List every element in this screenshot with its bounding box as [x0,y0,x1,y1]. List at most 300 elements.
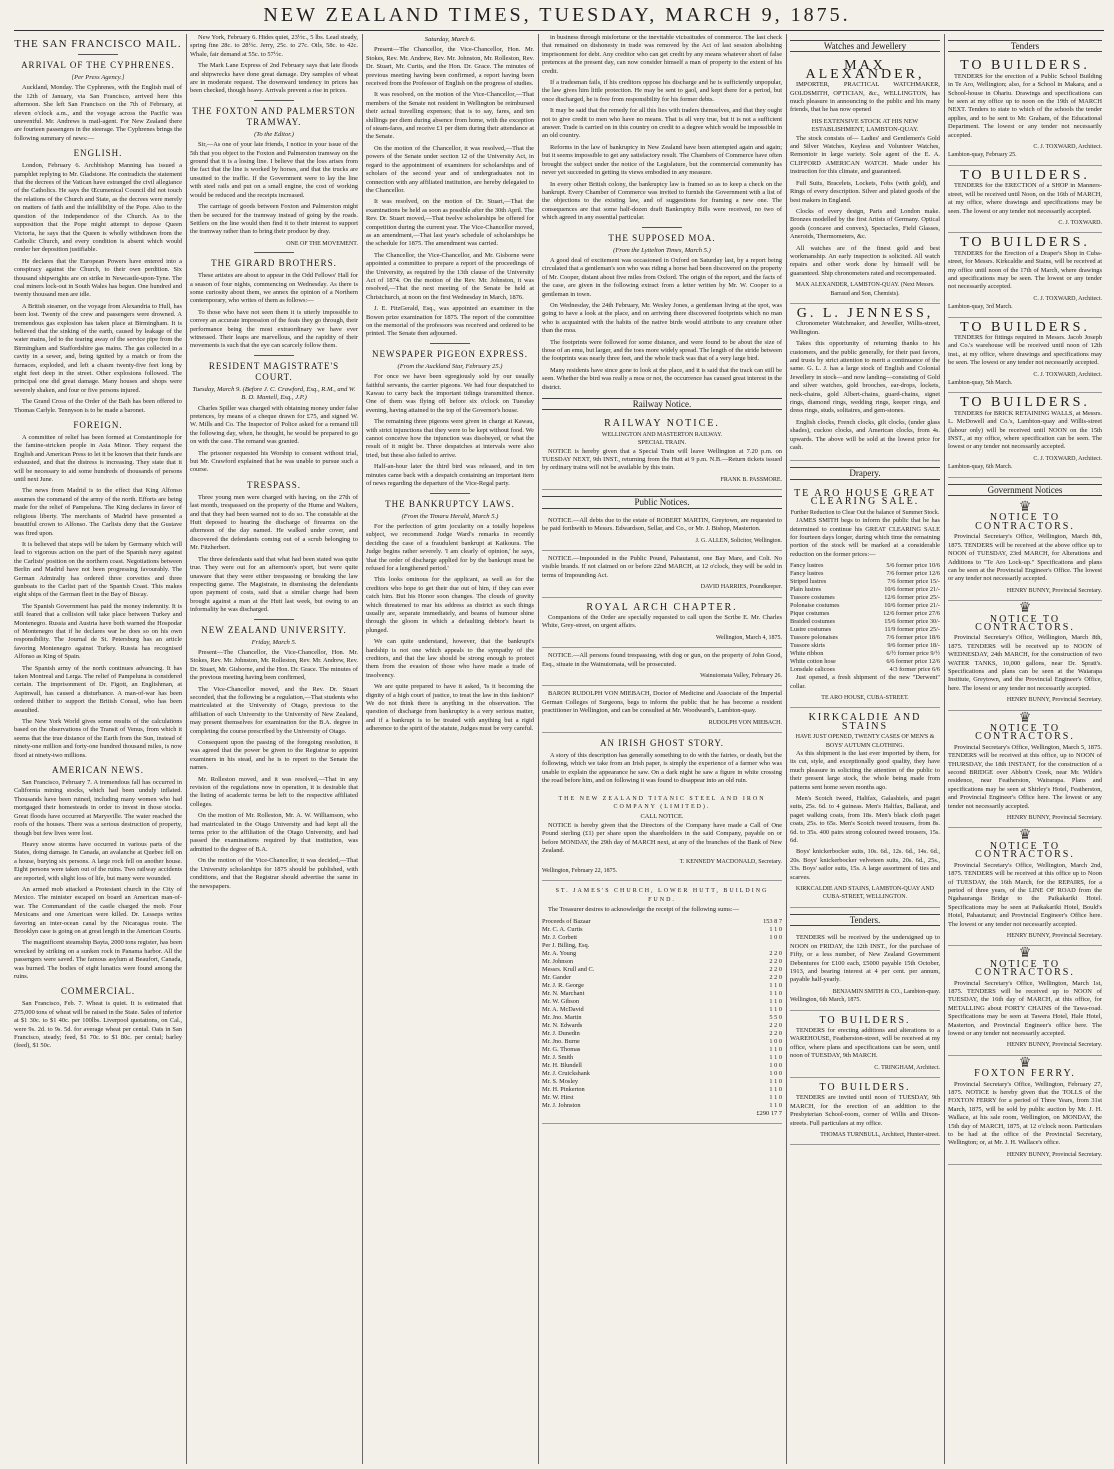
row-value: 2 2 0 [769,949,782,957]
ad-title: THE NEW ZEALAND TITANIC STEEL AND IRON COMPANY (LIMITED). [558,795,766,811]
row-label: Tussore skirts [790,642,825,650]
paragraph: We can quite understand, however, that the bankrupt's hardship is not one which appeals to the sympathy of the creditors, and that the law should be strong enough to protect them from the evasion of those who have made a trade of insolvency. [366,638,534,679]
ad-title: NOTICE TO CONTRACTORS. [975,723,1075,743]
price-row [790,602,940,610]
subscription-row [542,1078,782,1086]
price-row [790,650,940,658]
column-3 [366,34,534,1464]
ad-title: TO BUILDERS. [960,319,1090,335]
paragraph: The Spanish Government has paid the money indemnity. It is still feared that a collision will take place between Turkey and Montenegro. Russia and Austria have both warned the Hospodar of Montenegro that if he declares war he does so on his own responsibility. The Journal de St. Petersburg has an article favoring Montenegro against Turkey. Russia has recognised Alfonso as King of Spain. [14,602,182,661]
section-heading: Tenders [948,40,1102,52]
row-label: Mr. J. Dunedin [542,1029,580,1037]
paragraph: This looks ominous for the applicant, as well as for the creditors who hope to get their due out of him, if they can ever catch him. But his Honor soon changes. The clouds of gravity which threatened to mar his address as district as such things usually are, separate immediately, and beams of humour shine through the gloom in which a defaulting debtor's heart is plunged. [366,576,534,634]
price-row [790,610,940,618]
article-title: NEW ZEALAND UNIVERSITY. [201,624,347,635]
row-label: Mr. J. R. George [542,981,584,989]
ad-kirkcaldie-stains [790,708,940,908]
ad-date: Lambton-quay, 3rd March. [948,304,1013,311]
paragraph: The carriage of goods between Foxton and Palmerston might then be secured for the tramway instead of going by the roads. Settlers on the line would then find it to their interest to support the tramway rather than to bring their produce by dray. [190,203,358,236]
article-title: NEWSPAPER PIGEON EXPRESS. [372,348,528,359]
paragraph: The footprints were followed for some distance, and were found to be about the size of those of an emu, but larger, and the toes more widely spread. The length of the stride between the footprints was nearly three feet, and the whole track was that of a very large bird. [542,338,782,363]
ad-body: Just opened, a fresh shipment of the new "Derwent" collar. [790,674,940,690]
ad-body: Provincial Secretary's Office, Wellington, March 8th, 1875. TENDERS will be received up to NOON of WEDNESDAY, 24th MARCH, for the construction of two WATER TANKS, 10,000 gallons, near Dr. Spratt's. Specifications and plans can be seen at the Waiarapa Institute, Greytown, and the Provincial Engineer's Office, here. The lowest or any tender not necessarily accepted. [948,634,1102,692]
ad-title: ROYAL ARCH CHAPTER. [586,601,738,613]
ad-body: The Treasurer desires to acknowledge the receipt of the following sums:— [548,906,739,914]
ad-subtitle: WELLINGTON AND MASTERTON RAILWAY. [601,431,723,438]
ad-jenness [790,304,940,462]
signature: ONE OF THE MOVEMENT. [286,240,358,247]
section-heading: Public Notices. [542,496,782,508]
paragraph: A story of this description has generally something to do with the fairies, or death, but the following, which we take from an Irish paper, is simply the experience of a farmer who was unable to explain the appearance he saw. On a dark night he saw a figure in white crossing the road before him, and on following it was found to disappear into an old ruin. [542,752,782,785]
crest-icon: ♛ [1018,1055,1032,1071]
ad-title: TO BUILDERS. [960,235,1090,251]
paragraph: We are quite prepared to have it asked, 'Is it becoming the dignity of a high court of justice, to treat the law in this fashion?' We do not think there is anything in the observation. The question of discharge from bankruptcy is a very serious matter, and if a bankrupt is to be treated with anything but a rigid adherence to the spirit of the statute, Judges must be very careful. [366,683,534,733]
row-value: 1 0 0 [769,1037,782,1045]
signature: C. TRINGHAM, Architect. [874,1064,940,1071]
paragraph: These artistes are about to appear in the Odd Fellows' Hall for a season of four nights, commencing on Wednesday. As there is some curiosity about them, we annex the opinion of a Northern contemporary, who writes of them as follows:— [190,272,358,305]
row-value: 6/½ former price 9/½ [886,650,940,658]
ad-body: TENDERS are invited until noon of TUESDAY, 9th MARCH, for the erection of an addition to the Presbyterian School-room, corner of Willis and Dixon-streets. Full particulars at my office. [790,1094,940,1127]
ad-body: Boys' knickerbocker suits, 10s. 6d., 12s. 6d., 14s. 6d., 20s. Boys' knickerbocker velveteen suits, 20s. 6d., 25s., 33s. Boys' sailor suits, 15s. A large assortment of ties and scarves. [790,848,940,881]
ad-body: Takes this opportunity of returning thanks to his customers, and the public generally, for their past favors, and trusts by strict attention to merit a continuance of the same. G. L. J. has a large stock of English and Colonial Jewellery in stock—and now landing—consisting of Gold and silver watches, gold brooches, ear-drops, lockets, neck-chains, gold Albert-chains, guard-chains, signet rings, diamond rings, wedding rings, keeper rings, and dress rings, studs, solitaires, and gem-stones. [790,340,940,415]
paragraph: A committee of relief has been formed at Constantinople for the famine-stricken people in Asia Minor. They request the English and American Press to let it be known that their funds are exhausted, and that the distress is increasing. They state that it will be necessary to aid some hundreds of thousands of persons until next June. [14,434,182,484]
ad-st-james [542,881,782,1124]
row-value: 153 8 7 [763,917,782,925]
ad-body: Provincial Secretary's Office, Wellington, February 27, 1875. NOTICE is hereby given that the TOLLS of the FOXTON FERRY for a period of Three Years, from 31st March, 1875, will be sold by public auction by Mr. J. H. Wallace, at his sale room, Wellington, on MONDAY, the 15th day of MARCH, 1875, at 12 o'clock noon. Particulars to be had at the office of the Provincial Secretary, Wellington; or, at Mr. J. H. Wallace's office. [948,1080,1102,1147]
article-date: Saturday, March 6. [424,36,476,43]
ad-body: TENDERS for the Erection of a Draper's Shop in Cuba-street, for Messrs. Kirkcaldie and Stains, will be received at my office until noon of the 17th of March, where drawings and specifications may be seen. The lowest or any tender not necessarily accepted. [948,249,1102,291]
paragraph: San Francisco, Feb. 7. Wheat is quiet. It is estimated that 275,000 tons of wheat will be raised in the State. Sales of inferior at $1 30c. to $1 40c. per 100lbs. Liverpool quotations, on Cal., were 9s. 2d. to 9s. 5d. for average wheat per cental. Oats in San Francisco, steady; feed, $1 70c. to $1 80c. per cental; barley (feed), $1 50c. [14,1000,182,1050]
row-value: 12/6 former price 25/- [884,594,940,602]
article-source: Tuesday, March 9. (Before J. C. Crawford, Esq., R.M., and W. B. D. Mantell, Esq., J.P.) [192,385,356,402]
row-label: Mr. A. McDavid [542,1005,584,1013]
row-value: 1 1 0 [769,1093,782,1101]
ad-title: TO BUILDERS. [960,167,1090,183]
article-title: THE BANKRUPTCY LAWS. [385,498,515,509]
ad-date: Lambton-quay, February 25. [948,152,1017,159]
paragraph: The Spanish army of the north continues advancing. It has taken Montreal and Lerga. The relief of Pampeluna is considered certain. The imprisonment of Dr. Figott, an Englishman, at Aspinwall, has caused a disturbance. A man-of-war has been ordered thither to support the British Consul, who has been assaulted. [14,664,182,714]
ad-body: TENDERS for BRICK RETAINING WALLS, at Messrs. L. McDowell and Co.'s, Lambton-quay and Willis-street (labour only) will be received until NOON on the 15th INST., at my office, where specification can be seen. The lowest or any tender not necessarily accepted. [948,409,1102,451]
column-6 [948,34,1102,1464]
paragraph: To those who have not seen them it is utterly impossible to convey an accurate impression of the feats they go through, their performance being the most extraordinary we have ever witnessed. Their leaps are marvellous, and the rapidity of their movements is such that the eye can scarcely follow them. [190,308,358,350]
ad-date: Wellington, February 22, 1875. [542,867,618,874]
paragraph: Half-an-hour later the third bird was released, and in ten minutes came back with a despatch containing an important item of news regarding the departure of the Vice-Regal party. [366,463,534,488]
ad-title: G. L. JENNESS, [796,305,934,321]
notice-trespass [542,648,782,686]
masthead: NEW ZEALAND TIMES, TUESDAY, MARCH 9, 1875. [263,4,851,26]
paragraph: Many residents have since gone to look at the place, and it is said that the track can still be seen. Whether the bird was really a moa or not, the occurrence has caused great interest in the district. [542,366,782,391]
paragraph: San Francisco, February 7. A tremendous fall has occurred in California mining stocks, which had been unduly inflated. Thousands have been ruined, including many women who had mortgaged their homesteads in order to invest in those stocks. Great floods have occurred at Marysville. The water reached the roofs of the houses. There was a serious destruction of property, though but few lives were lost. [14,779,182,837]
subscription-row [542,1006,782,1014]
row-value: 2 2 0 [769,973,782,981]
section-heading: Watches and Jewellery [790,40,940,52]
row-label: Tussore polonaises [790,634,838,642]
row-label: Mr. J. Johnston [542,1101,581,1109]
row-label: Mr. A. Young [542,949,577,957]
paragraph: Present—The Chancellor, the Vice-Chancellor, Hon. Mr. Stokes, Rev. Mr. Johnston, Mr. Rolleston, Rev. Mr. Andrew, Rev. Dr. Stuart, Mr. Gisborne, and the Hon. Dr. Grace. The minutes of the previous meeting having been confirmed, [190,648,358,682]
ad-title: TO BUILDERS. [960,58,1090,74]
ad-body: Provincial Secretary's Office, Wellington, March 2nd, 1875. TENDERS will be received at this office up to Noon of TUESDAY, the 16th March, for the REPAIRS, for a period of three years, of the LINE OF ROAD from the Ngahauranga Bridge to the Paikakariki Hotel. Specifications may be seen at Paikakariki Hotel, Bould's Hotel, Pahautanui; and Provincial Engineer's Office here. The lowest or any tender not necessarily accepted. [948,861,1102,928]
row-value: 2 2 0 [769,957,782,965]
paragraph: J. E. FitzGerald, Esq., was appointed an examiner in the Bowen prize examination for 1875. The report of the committee on the memorial of the professors was received and ordered to be printed. The Senate then adjourned. [366,305,534,338]
subscription-row [542,1022,782,1030]
row-value [718,942,782,950]
paragraph: On the motion of Mr. Rolleston, Mr. A. W. Williamson, who had matriculated in the Otago University and had kept all the terms prior to the affiliation of the Otago University, and had passed the examinations required by that institution, was admitted to the degree of B.A. [190,812,358,853]
divider [254,252,294,253]
ad-title: TO BUILDERS. [819,1081,911,1093]
row-label: Mr. N. Edwards [542,1021,583,1029]
ad-title: ST. JAMES'S CHURCH, LOWER HUTT, BUILDING FUND. [555,888,769,903]
article-source: (To the Editor.) [254,130,294,138]
row-label: Fancy lustres [790,570,824,578]
crest-icon: ♛ [1018,601,1032,617]
ad-title: FOXTON FERRY. [974,1068,1076,1080]
row-label: Mr. S. Mosley [542,1077,579,1085]
subscription-row [542,1046,782,1054]
signature: TE ARO HOUSE, CUBA-STREET. [821,694,909,701]
section-heading: COMMERCIAL. [60,986,136,997]
row-value: 1 1 0 [769,1045,782,1053]
ad-date: Lambton-quay, 6th March. [948,464,1013,471]
section-heading: FOREIGN. [73,420,123,431]
price-row [790,562,940,570]
paragraph: If a tradesman fails, if his creditors oppose his discharge and he is sufficiently unpopular, the law gives him little protection. He may be sent to gaol, and kept there for a period, but once discharged, he is free from responsibility for his former debts. [542,79,782,103]
subscription-total: £290 17 7 [756,1109,782,1117]
divider [78,54,118,55]
row-value: 1 1 0 [769,989,782,997]
paragraph: The remaining three pigeons were given in charge at Kawau, with strict injunctions that they were to be kept without food. We cannot conceive how the injunction was disobeyed, or what the result of it might be. Three despatches at intervals were also tried, but these also failed to arrive. [366,418,534,459]
notice-contractors-3 [948,711,1102,829]
row-value: 1 1 0 [769,1077,782,1085]
subscription-row [542,1094,782,1102]
divider [642,227,682,228]
article-source: (From the Lyttelton Times, March 5.) [613,246,711,254]
paragraph: It is believed that steps will be taken by Germany which will lead to vigorous action on the part of the Spanish navy against the Carlists' position on the northern coast. Negotiations between Berlin and Madrid have not been progressing favourably. The German Admiralty has ordered three corvettes and three gunboats to the Carlist part of the Spanish Coast. This makes eight ships of the German fleet in the Bay of Biscay. [14,540,182,599]
paragraph: It may be said that the remedy for all this lies with traders themselves, and that they ought not to give credit to men who have no means. That is all very true, but it is not a sufficient answer. Trade is carried on in this country on credit to a degree which would be impossible in an old country. [542,107,782,140]
ad-builders-5 [948,393,1102,477]
row-value: 1 1 0 [769,997,782,1005]
subscription-row [542,1062,782,1070]
row-value: 6/6 former price 12/6 [886,658,940,666]
ad-body: TENDERS for the ERECTION of a SHOP in Manners-street, will be received until Noon, on the 16th of MARCH, at my office, where drawings and specifications may be seen. The lowest or any tender not necessarily accepted. [948,182,1102,215]
ad-subtitle: HAVE JUST OPENED, TWENTY CASES OF MEN'S & BOYS' AUTUMN CLOTHING. [795,734,935,749]
ad-body: NOTICE.—All persons found trespassing, with dog or gun, on the property of John Good, Esq., situate in the Wainuiomata, will be prosecuted. [542,652,782,668]
price-table [790,562,940,674]
subscription-row [542,982,782,990]
ad-tender-debentures [790,930,940,1010]
notice-contractors-4 [948,828,1102,946]
row-value: 1 0 0 [769,1061,782,1069]
subscription-row [542,950,782,958]
row-label: Mr. Gander [542,973,572,981]
row-label: White cotton hose [790,658,836,666]
subscription-row [542,974,782,982]
ad-title: NOTICE TO CONTRACTORS. [975,958,1075,979]
article-source: (From the Timaru Herald, March 5.) [401,512,499,520]
row-label: Mr. W. Hirst [542,1093,574,1101]
paragraph: in business through misfortune or the inevitable vicissitudes of commerce. The last check that remained on dishonesty in trade was removed by the Act of last session abolishing imprisonment for debt. Any creditor who can get credit by any means whatever short of false pretences at the present day, can now consider himself a man of property to the extent of his credit. [542,34,782,75]
ad-body: TENDERS for fittings required in Messrs. Jacob Joseph and Co.'s warehouse will be received until noon of 12th inst., at my office, where drawings and specifications may be seen. The lowest or any tender not necessarily accepted. [948,333,1102,367]
paragraph: The prisoner requested his Worship to consent without trial, but Mr. Crawford explained that he was unable to pursue such a course. [190,449,358,474]
ad-body: NOTICE.—Impounded in the Public Pound, Pahautanui, one Bay Mare, and Colt. No visible brands. If not claimed on or before 22nd MARCH, at 12 o'clock, they will be sold in terms of Impounding Act. [542,554,782,579]
subscription-table [542,918,782,1110]
column-1 [14,34,182,1464]
article-title: AN IRISH GHOST STORY. [599,738,725,748]
ad-title: TO BUILDERS. [960,395,1090,411]
ad-body: Provincial Secretary's Office, Wellington, March 5, 1875. TENDERS will be received at this office, up to NOON of THURSDAY, the 18th INSTANT, for the construction of a second BRIDGE over Abbott's Creek, near Mr. Wilde's residence, near Featherston, Wairarapa. Plans and specifications may be seen at Shirley's Hotel, Featherston, and Provincial Engineer's Office here. The lowest or any tender not necessarily accepted. [948,743,1102,810]
row-value: 1 1 0 [769,1101,782,1109]
notice-foxton-ferry [948,1056,1102,1165]
row-value: 1 1 0 [769,1053,782,1061]
ad-body: As this shipment is the last ever imported by them, for its cut, style, and exceptionally good quality, they have much pleasure in soliciting the attention of the public to their present large stock, the whole being made from patterns sent home seven months ago. [790,749,940,791]
divider [254,355,294,356]
row-label: Mr. N. Marchant [542,989,585,997]
ad-builders-1 [948,56,1102,165]
paragraph: The magnificent steamship Bayta, 2000 tons register, has been wrecked by striking on a sunken rock in Panama harbor. All the passengers were saved. The famous asylum at Beaufort, Canada, was burned. The bodies of eight lunatics were found among the ruins. [14,939,182,980]
row-value: 5 5 0 [769,1013,782,1021]
row-label: Messrs. Krull and C. [542,965,595,973]
row-label: Mr. J. Cruickshank [542,1069,590,1077]
article-date: Friday, March 5. [251,638,297,646]
section-heading: Tenders. [790,914,940,926]
ad-max-alexander [790,56,940,304]
ad-body: The stock consists of— Ladies' and Gentlemen's Gold and Silver Watches, Keyless and Volunteer Watches, Remontoir in large variety. Sole agent of the E. A. CLIFFORD AMERICAN WATCH. Made under his instruction for this climate, and guaranteed. [790,134,940,176]
row-value: 11/9 former price 25/- [884,626,940,634]
ad-title: TE ARO HOUSE GREAT CLEARING SALE. [794,487,936,508]
divider [430,493,470,494]
paragraph: The three defendants said that what had been stated was quite true. They were out for an afternoon's sport, but were quite unaware that they were either trespassing or breaking the law respecting game. The Magistrate, in dismissing the defendants upon payment of costs, said that a similar charge had been brought against a man at the Hutt last week, but owing to an informality he was discharged. [190,555,358,614]
row-value: 10/6 former price 21/- [884,602,940,610]
subscription-row [542,966,782,974]
signature: Wellington, March 4, 1875. [715,634,782,641]
row-value: 7/6 former price 15/- [887,578,940,586]
ad-tender-school-room [790,1078,940,1145]
crest-icon: ♛ [1018,828,1032,844]
subscription-row [542,934,782,942]
ad-body: TENDERS for the erection of a Public School Building in Te Aro, Wellington; also, for a School in Makara, and a School-house in Ohariu. Drawings and specifications can be seen at my office up to noon on the 19th of MARCH NEXT. Tenders to state to which of the schools the tender applies, and to be sent to Mr. Graham, of the Educational Department. The lowest or any tender not necessarily accepted. [948,72,1102,139]
signature: MAX ALEXANDER, LAMBTON-QUAY. (Next Messrs. Barraud and Son, Chemists). [795,282,935,297]
paragraph: London, February 6. Archbishop Manning has issued a pamphlet replying to Mr. Gladstone. He contradicts the statement that the decrees of the Vatican have estranged the civil allegiance of the Catholics. He says the Œcumenical Council did not touch the relations of the Church and State, as the decrees were merely on matters of faith and the infallibility of the Pope. Also to the question of the independence of the Church. As to the supposition that the Pope might attempt to depose Queen Victoria, he says that the Queen is wholly withdrawn from the Catholic Church, and every condition is absent which would render her deposition justifiable. [14,162,182,254]
row-label: Mr. C. A. Curtis [542,925,583,933]
notice-contractors-2 [948,601,1102,710]
row-label: Proceeds of Bazaar [542,917,591,925]
paragraph: On the motion of the Vice-Chancellor, it was decided,—That the University scholarships for 1875 should be published, with conditions, and that the Registrar should advertise the same in the newspapers. [190,857,358,890]
paragraph: On the motion of the Chancellor, it was resolved,—That the powers of the Senate under section 12 of the University Act, in regard to the appointment of examiners for scholarships and of scholars of the second year and of undergraduates not in connection with any affiliated institution, are hereby delegated to the Chancellor. [366,144,534,194]
divider [254,100,294,101]
signature: THOMAS TURNBULL, Architect, Hunter-street. [820,1132,940,1138]
signature: C. J. TOXWARD, Architect. [1033,455,1102,462]
article-title: THE GIRARD BROTHERS. [211,258,337,269]
signature: C. J. TOXWARD. [1058,219,1102,226]
signature: C. J. TOXWARD, Architect. [1033,144,1102,151]
price-row [790,658,940,666]
ad-body: Provincial Secretary's Office, Wellington, March 8th, 1875. TENDERS will be received at the above office up to NOON of TUESDAY, 23rd MARCH, for Alterations and Additions to "Te Aro Lock-up." Specifications and plans can be seen at the Provincial Engineer's Office. The lowest or any tender not necessarily accepted. [948,533,1102,583]
subscription-row [542,1102,782,1110]
paragraph: The Vice-Chancellor moved, and the Rev. Dr. Stuart seconded, that the following be a regulation,—That students who matriculated at the University of Otago, previous to the affiliation of such University to the University of New Zealand, may present themselves for examination for the B.A. degree in completing the course prescribed by the University of Otago. [190,685,358,735]
price-row [790,594,940,602]
paragraph: Charles Spiller was charged with obtaining money under false pretences, by means of a cheque drawn for £75, and signed W. W. Mills and Co. The Inspector of Police asked for a remand till the following day, when, he thought, he would be prepared to go on with the case. The remand was granted. [190,404,358,446]
signature: RUDOLPH VON MIEBACH. [708,719,782,726]
signature: KIRKCALDIE AND STAINS, LAMBTON-QUAY AND CUBA-STREET, WELLINGTON. [795,886,935,901]
ad-titanic-steel [542,789,782,882]
paragraph: The news from Madrid is to the effect that King Alfonso assumes the command of the army of the north. Efforts are being made for the relief of Pampeluna. The King declares in favor of religious liberty. The merchants of Madrid have presented a beautiful crown to Alfonso. The Carlists deny that the Gustave was fired upon. [14,487,182,537]
ad-subtitle: CALL NOTICE. [640,813,684,821]
row-label: Mr. Jno. Martin [542,1013,582,1021]
paragraph: Reforms in the law of bankruptcy in New Zealand have been attempted again and again; but it seems impossible to get any satisfactory result. The Chambers of Commerce have often brought the subject under the notice of the Legislature, but the commercial community has never yet succeeded in getting its views embodied in any measure. [542,143,782,177]
section-heading: Railway Notice. [542,398,782,410]
paragraph: For the perfection of grim jocularity on a totally hopeless subject, we recommend Judge Ward's remarks in recently deciding the case of a fraudulent bankrupt at Kaikoura. The Judge begins rather severely. 'I am clearly of opinion,' he says, 'that the order of discharge applied for by the bankrupt must be refused for a lengthened period.' [366,522,534,572]
paragraph: The New York World gives some results of the calculations based on the observations of the Transit of Venus, from which it seems that the true distance of the Earth from the Sun, instead of ninety-one million and forty-one hundred thousand miles, is now fixed at ninety-two millions. [14,718,182,759]
paragraph: Auckland, Monday. The Cyphrenes, with the English mail of the 12th of January, via San Francisco, arrived here this afternoon. She left San Francisco on the 7th of February, at eleven o'clock a.m., and the voyage across the Pacific was uneventful. Mr. Andrews is mail-agent. For New Zealand there are fourteen passengers in the steerage. The Cyphrenes brings the following summary of news:— [14,84,182,142]
subscription-row [542,918,782,926]
paragraph: Present—The Chancellor, the Vice-Chancellor, Hon. Mr. Stokes, Rev. Mr. Andrew, Rev. Mr. Johnston, Mr. Rolleston, Rev. Dr. Stuart, Mr. Curtis, and the Hon. Dr. Grace. The minutes of previous meeting having been confirmed, a report having been received from the Professor of English on the progress of studies. [366,46,534,88]
paragraph: In every other British colony, the bankruptcy law is framed so as to keep a check on the bankrupt. Every Chamber of Commerce was invited to furnish the Government with a list of the objections to the existing law, and of suggestions for framing a new one. The consequences are that some half-dozen draft Bankruptcy Bills were received, no two of which agreed in any essential particular. [542,180,782,222]
row-label: Mr. Johnson [542,957,574,965]
paragraph: Mr. Rolleston moved, and it was resolved,—That in any revision of the regulations now in operation, it is desirable that the listing of academic terms be left to the respective affiliated colleges. [190,775,358,808]
row-value: 1 1 0 [769,1005,782,1013]
row-value: 1 1 0 [769,981,782,989]
price-row [790,634,940,642]
column-rule [362,34,363,1464]
paragraph: New York, February 6. Hides quiet, 23½c., 5 lbs. Lead steady, spring fine 28c. to 28½c. Jerry, 25c. to 27c. Oils, 58c. to 42c. Whale, fair demand at 55c. to 57½c. [190,34,358,58]
signature: HENRY BUNNY, Provincial Secretary. [1006,697,1102,704]
subscription-row [542,1038,782,1046]
section-heading: AMERICAN NEWS. [52,765,144,776]
paragraph: Sir,—As one of your late friends, I notice in your issue of the 5th that you object to the Foxton and Palmerston tramway on the ground that it is a losing line. I believe that the loss arises from the fact that the line is worked by horses, and that the trucks are unsuited to the traffic. If the Government were to lay the line with steel rails and put on a small engine, the cost of working would be reduced and the receipts increased. [190,141,358,199]
ad-builders-4 [948,318,1102,394]
article-title: THE SAN FRANCISCO MAIL. [14,38,182,50]
row-label: Polonaise costumes [790,602,840,610]
divider [430,343,470,344]
paragraph: For once we have been egregiously sold by our usually faithful servants, the carrier pigeons. We had four despatched to Kawau to carry back the important tidings transmitted thence. One of them was flying off before six o'clock on Tuesday evening, having attained to the top of the Governor's house. [366,373,534,414]
ad-date: Lambton-quay, 5th March. [948,380,1013,386]
column-2 [190,34,358,1464]
row-value: 1 1 0 [769,925,782,933]
row-label: Pique costumes [790,610,830,618]
row-label: Mr. W. Gibson [542,997,580,1005]
paragraph: Heavy snow storms have occurred in various parts of the States, doing damage. In Canada, an avalanche at Quebec fell on a house, burying six persons. A large rock fell on another house. Eight persons were taken out of the ruins. Two railway accidents are reported, with slight loss of life, but many were wounded. [14,840,182,882]
price-row [790,618,940,626]
row-label: Mr. Jno. Burne [542,1037,580,1045]
subscription-row [542,958,782,966]
row-label: Plain lustres [790,586,821,594]
subscription-row [542,998,782,1006]
signature: C. J. TOXWARD, Architect. [1033,295,1102,302]
column-5 [790,34,940,1464]
ad-tender-warehouse [790,1011,940,1078]
ad-date: Wellington, 6th March, 1875. [790,997,861,1004]
ad-subtitle: SPECIAL TRAIN. [637,439,687,447]
price-row [790,626,940,634]
subscription-row [542,1054,782,1062]
subscription-row [542,926,782,934]
ad-body: TENDERS for erecting additions and alterations to a WAREHOUSE, Featherston-street, will be received at my office, where plans and specifications can be seen, until noon of TUESDAY, 9th MARCH. [790,1026,940,1060]
article-title: RESIDENT MAGISTRATE'S COURT. [208,360,340,382]
divider [254,619,294,620]
price-row [790,570,940,578]
subscription-row [542,990,782,998]
ad-body: Full Suits, Bracelets, Lockets, Fobs (with gold), and Rings of every description. Silver and plated goods of the best makers in England. [790,179,940,204]
paragraph: Consequent upon the passing of the foregoing resolution, it was agreed that the power be given to the Registrar to appoint examiners in his stead, and he is to report to the Senate the names. [190,739,358,772]
article-title: THE SUPPOSED MOA. [608,232,716,243]
row-value: 1 0 0 [769,1069,782,1077]
crest-icon: ♛ [1018,710,1032,726]
section-heading: ENGLISH. [73,148,123,159]
ad-body: TENDERS will be received by the undersigned up to NOON on FRIDAY, the 12th INST., for the purchase of Fifty, or a less number, of New Zealand Government Debentures for £100 each, £5000 payable 15th October, 1913, and bearing interest at 4 per cent. per annum, payable half-yearly. [790,934,940,984]
subscription-row [542,1086,782,1094]
signature: BENJAMIN SMITH & CO., Lambton-quay. [832,988,940,995]
row-label: Mr. G. Thomas [542,1045,581,1053]
notice-contractors-5 [948,946,1102,1055]
ad-body: English clocks, French clocks, gilt clocks, (under glass shades), cuckoo clocks, and American clocks, from 4s. upwards. The above will be sold at the lowest price for cash. [790,418,940,452]
column-4 [542,34,782,1464]
ad-subtitle: Further Reduction to Clear Out the balance of Summer Stock. [790,509,940,516]
signature: DAVID HARRIES, Poundkeeper. [700,584,782,591]
row-value: 1 1 0 [769,1085,782,1093]
section-heading: Drapery. [790,467,940,479]
row-value: 7/6 former price 12/6 [886,570,940,578]
section-heading: TRESPASS. [247,479,301,490]
paragraph: The Chancellor, the Vice-Chancellor, and Mr. Gisborne were appointed a committee to prepare a report of the proceedings of the University, as required by the 13th clause of the University Act of 1874. On the motion of the Rev. Mr. Johnston, it was resolved,—That the next meeting of the Senate be held at Christchurch, at noon on the first Wednesday in March, 1876. [366,251,534,301]
column-rule [186,34,187,1464]
subscription-row [542,942,782,950]
article-title: THE FOXTON AND PALMERSTON TRAMWAY. [192,105,356,127]
ad-subtitle: HIS EXTENSIVE STOCK AT HIS NEW ESTABLISHMENT, LAMBTON-QUAY. [811,117,919,134]
row-label: Mr. H. Blundell [542,1061,582,1069]
row-label: Striped lustres [790,578,827,586]
notice-royal-arch [542,598,782,649]
ad-title: NOTICE TO CONTRACTORS. [975,840,1075,861]
row-value: 2 2 0 [769,1029,782,1037]
crest-icon: ♛ [1018,946,1032,962]
price-row [790,642,940,650]
row-value: 5/6 former price 10/6 [886,562,940,570]
paragraph: It was resolved, on the motion of the Vice-Chancellor,—That members of the Senate not resident in Wellington be reimbursed their actual travelling expenses; that is to say, fares, and ten shillings per diem during absence from home, with the exception of steam-fares, and receive £1 per diem during their attendance at the Senate. [366,91,534,141]
price-row [790,666,940,674]
ad-title: KIRKCALDIE AND STAINS [808,712,922,732]
ad-body: BARON RUDOLPH VON MIEBACH, Doctor of Medicine and Associate of the Imperial German Colleges of Surgeons, begs to inform the public that he has become a resident practitioner in Wellington, and can be consulted at Mr. Woodward's, Lambton-quay. [542,690,782,715]
section-heading: Government Notices [948,484,1102,496]
ad-body: Clocks of every design, Paris and London make. Bronzes modelled by the first Artists of Germany. Optical goods (concave and convex), Spectacles, Field Glasses, Aneroids, Thermometers, &c. [790,207,940,241]
signature: HENRY BUNNY, Provincial Secretary. [1006,587,1102,594]
signature: HENRY BUNNY, Provincial Secretary. [1006,1042,1102,1049]
article-source: (From the Auckland Star, February 25.) [397,362,503,370]
row-value: 7/6 former price 18/6 [886,634,940,642]
ad-title: NOTICE TO CONTRACTORS. [975,512,1075,532]
paragraph: He declares that the European Powers have entered into a conspiracy against the Church, to their own perdition. Six thousand shipwrights are on strike in Newcastle-upon-Tyne. The coal miners lock-out in South Wales has begun. One hundred and twenty thousand men are idle. [14,257,182,299]
row-label: Per J. Billing, Esq. [542,941,590,949]
ad-body: All watches are of the finest gold and best workmanship. An early inspection is solicited. All watch repairs and other work done by himself will be guaranteed. Ship chronometers rated and recompensated. [790,244,940,277]
notice-martin-estate [542,513,782,551]
row-label: Braided costumes [790,618,835,626]
article-subtitle: ARRIVAL OF THE CYPHRENES. [21,60,175,70]
signature: Wainuiomata Valley, February 26. [700,672,782,679]
signature: HENRY BUNNY, Provincial Secretary. [1006,815,1102,822]
ad-title: TO BUILDERS. [819,1014,911,1026]
masthead-rule [14,30,1104,31]
row-value: 10/6 former price 21/- [884,586,940,594]
row-value: 15/6 former price 30/- [884,618,940,626]
row-label: Mr. J. Corbett [542,933,577,941]
row-value: 9/6 former price 18/- [887,642,940,650]
signature: HENRY BUNNY, Provincial Secretary. [1006,1151,1102,1158]
ad-body: NOTICE.—All debts due to the estate of ROBERT MARTIN, Greytown, are requested to be paid forthwith to Messrs. Edwardson, Sellar, and Co., or Mr. J. Bishop, Masterton. [542,516,782,533]
signature: FRANK B. PASSMORE. [720,476,782,483]
column-rule [944,34,945,1464]
row-label: Mr. H. Pinkerton [542,1085,585,1093]
notice-baron-miebach [542,686,782,733]
row-label: Fancy lustres [790,562,824,570]
